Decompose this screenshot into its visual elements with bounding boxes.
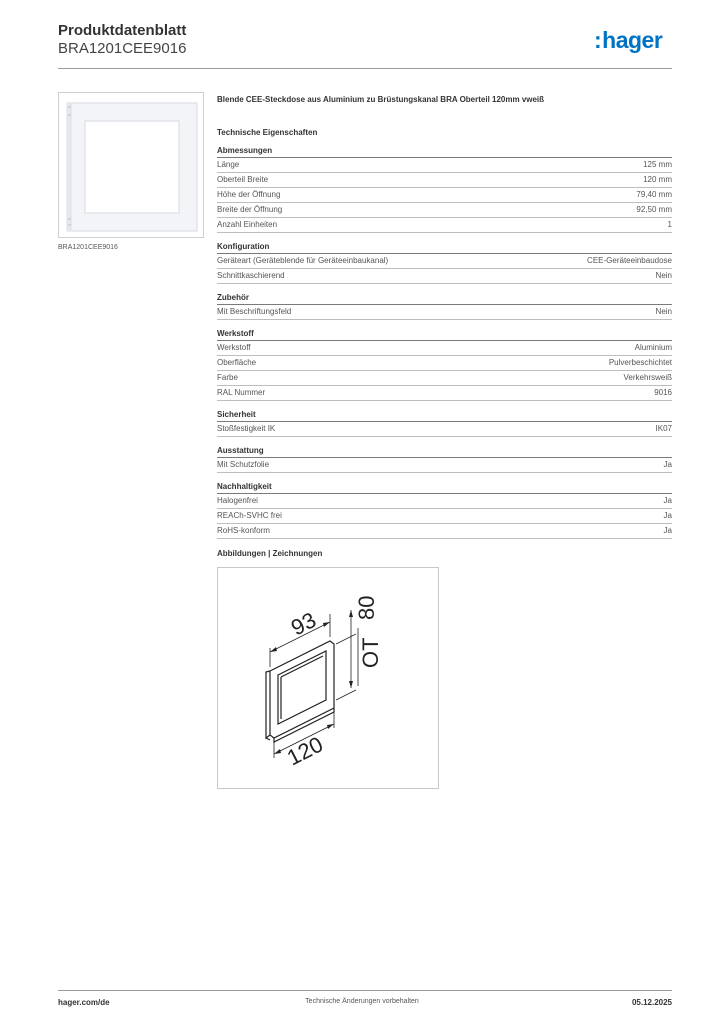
technical-drawing <box>217 567 439 789</box>
dim-120: 120 <box>282 731 327 771</box>
spec-value: Ja <box>663 496 672 505</box>
spec-label: Stoßfestigkeit IK <box>217 424 276 433</box>
spec-value: 120 mm <box>643 175 672 184</box>
spec-value: Pulverbeschichtet <box>608 358 672 367</box>
spec-row <box>217 269 672 284</box>
spec-label: Anzahl Einheiten <box>217 220 278 229</box>
article-number: BRA1201CEE9016 <box>58 40 187 57</box>
spec-value: Nein <box>655 307 672 316</box>
spec-group <box>217 445 672 473</box>
spec-group-title: Abmessungen <box>217 145 672 158</box>
main-content <box>217 95 672 789</box>
spec-row <box>217 509 672 524</box>
spec-label: Breite der Öffnung <box>217 205 283 214</box>
spec-label: Oberfläche <box>217 358 257 367</box>
dim-80: 80 <box>354 595 379 620</box>
spec-row <box>217 341 672 356</box>
spec-value: 1 <box>667 220 672 229</box>
product-frame-illustration <box>59 93 203 237</box>
spec-value: IK07 <box>655 424 672 433</box>
footer-date: 05.12.2025 <box>631 998 672 1007</box>
spec-group-title: Nachhaltigkeit <box>217 481 672 494</box>
spec-row <box>217 494 672 509</box>
spec-group <box>217 409 672 437</box>
footer-divider <box>58 990 672 991</box>
spec-group <box>217 481 672 539</box>
spec-label: RAL Nummer <box>217 388 266 397</box>
spec-group <box>217 292 672 320</box>
spec-row <box>217 188 672 203</box>
footer-website[interactable]: hager.com/de <box>58 998 110 1007</box>
logo-text: hager <box>602 27 663 53</box>
spec-row <box>217 371 672 386</box>
spec-row <box>217 524 672 539</box>
spec-row <box>217 356 672 371</box>
spec-group-title: Zubehör <box>217 292 672 305</box>
spec-row <box>217 386 672 401</box>
spec-row <box>217 305 672 320</box>
spec-label: Halogenfrei <box>217 496 258 505</box>
hager-logo <box>594 27 662 54</box>
spec-groups <box>217 145 672 539</box>
spec-label: Mit Schutzfolie <box>217 460 270 469</box>
spec-row <box>217 158 672 173</box>
image-caption: BRA1201CEE9016 <box>58 244 118 251</box>
spec-label: Geräteart (Geräteblende für Geräteeinbaukanal) <box>217 256 389 265</box>
spec-value: Nein <box>655 271 672 280</box>
spec-value: Ja <box>663 526 672 535</box>
spec-label: Schnittkaschierend <box>217 271 285 280</box>
spec-value: 79,40 mm <box>636 190 672 199</box>
spec-label: Länge <box>217 160 240 169</box>
dimension-drawing <box>218 568 438 788</box>
specs-heading: Technische Eigenschaften <box>217 128 318 137</box>
dim-93: 93 <box>286 607 321 641</box>
spec-value: 9016 <box>654 388 672 397</box>
spec-row <box>217 458 672 473</box>
spec-group <box>217 328 672 401</box>
spec-value: Verkehrsweiß <box>623 373 672 382</box>
spec-group-title: Konfiguration <box>217 241 672 254</box>
page-title: Produktdatenblatt <box>58 22 187 39</box>
spec-group-title: Werkstoff <box>217 328 672 341</box>
spec-label: Werkstoff <box>217 343 251 352</box>
footer-notice: Technische Änderungen vorbehalten <box>305 998 419 1005</box>
product-description: Blende CEE-Steckdose aus Aluminium zu Brüstungskanal BRA Oberteil 120mm vweiß <box>217 95 545 104</box>
spec-label: RoHS-konform <box>217 526 270 535</box>
spec-label: Farbe <box>217 373 238 382</box>
dim-ot: OT <box>358 637 383 668</box>
spec-group <box>217 241 672 284</box>
spec-label: Mit Beschriftungsfeld <box>217 307 292 316</box>
spec-label: Oberteil Breite <box>217 175 269 184</box>
logo-dots: : <box>594 27 602 53</box>
spec-label: REACh-SVHC frei <box>217 511 282 520</box>
spec-row <box>217 254 672 269</box>
spec-value: CEE-Geräteeinbaudose <box>587 256 672 265</box>
spec-value: Ja <box>663 460 672 469</box>
spec-row <box>217 173 672 188</box>
drawing-title: Abbildungen | Zeichnungen <box>217 549 323 558</box>
spec-value: 92,50 mm <box>636 205 672 214</box>
spec-value: 125 mm <box>643 160 672 169</box>
spec-row <box>217 422 672 437</box>
product-image <box>58 92 204 238</box>
spec-group-title: Ausstattung <box>217 445 672 458</box>
spec-value: Aluminium <box>634 343 672 352</box>
spec-group <box>217 145 672 233</box>
spec-value: Ja <box>663 511 672 520</box>
spec-group-title: Sicherheit <box>217 409 672 422</box>
header-divider <box>58 68 672 69</box>
spec-row <box>217 203 672 218</box>
spec-row <box>217 218 672 233</box>
spec-label: Höhe der Öffnung <box>217 190 281 199</box>
